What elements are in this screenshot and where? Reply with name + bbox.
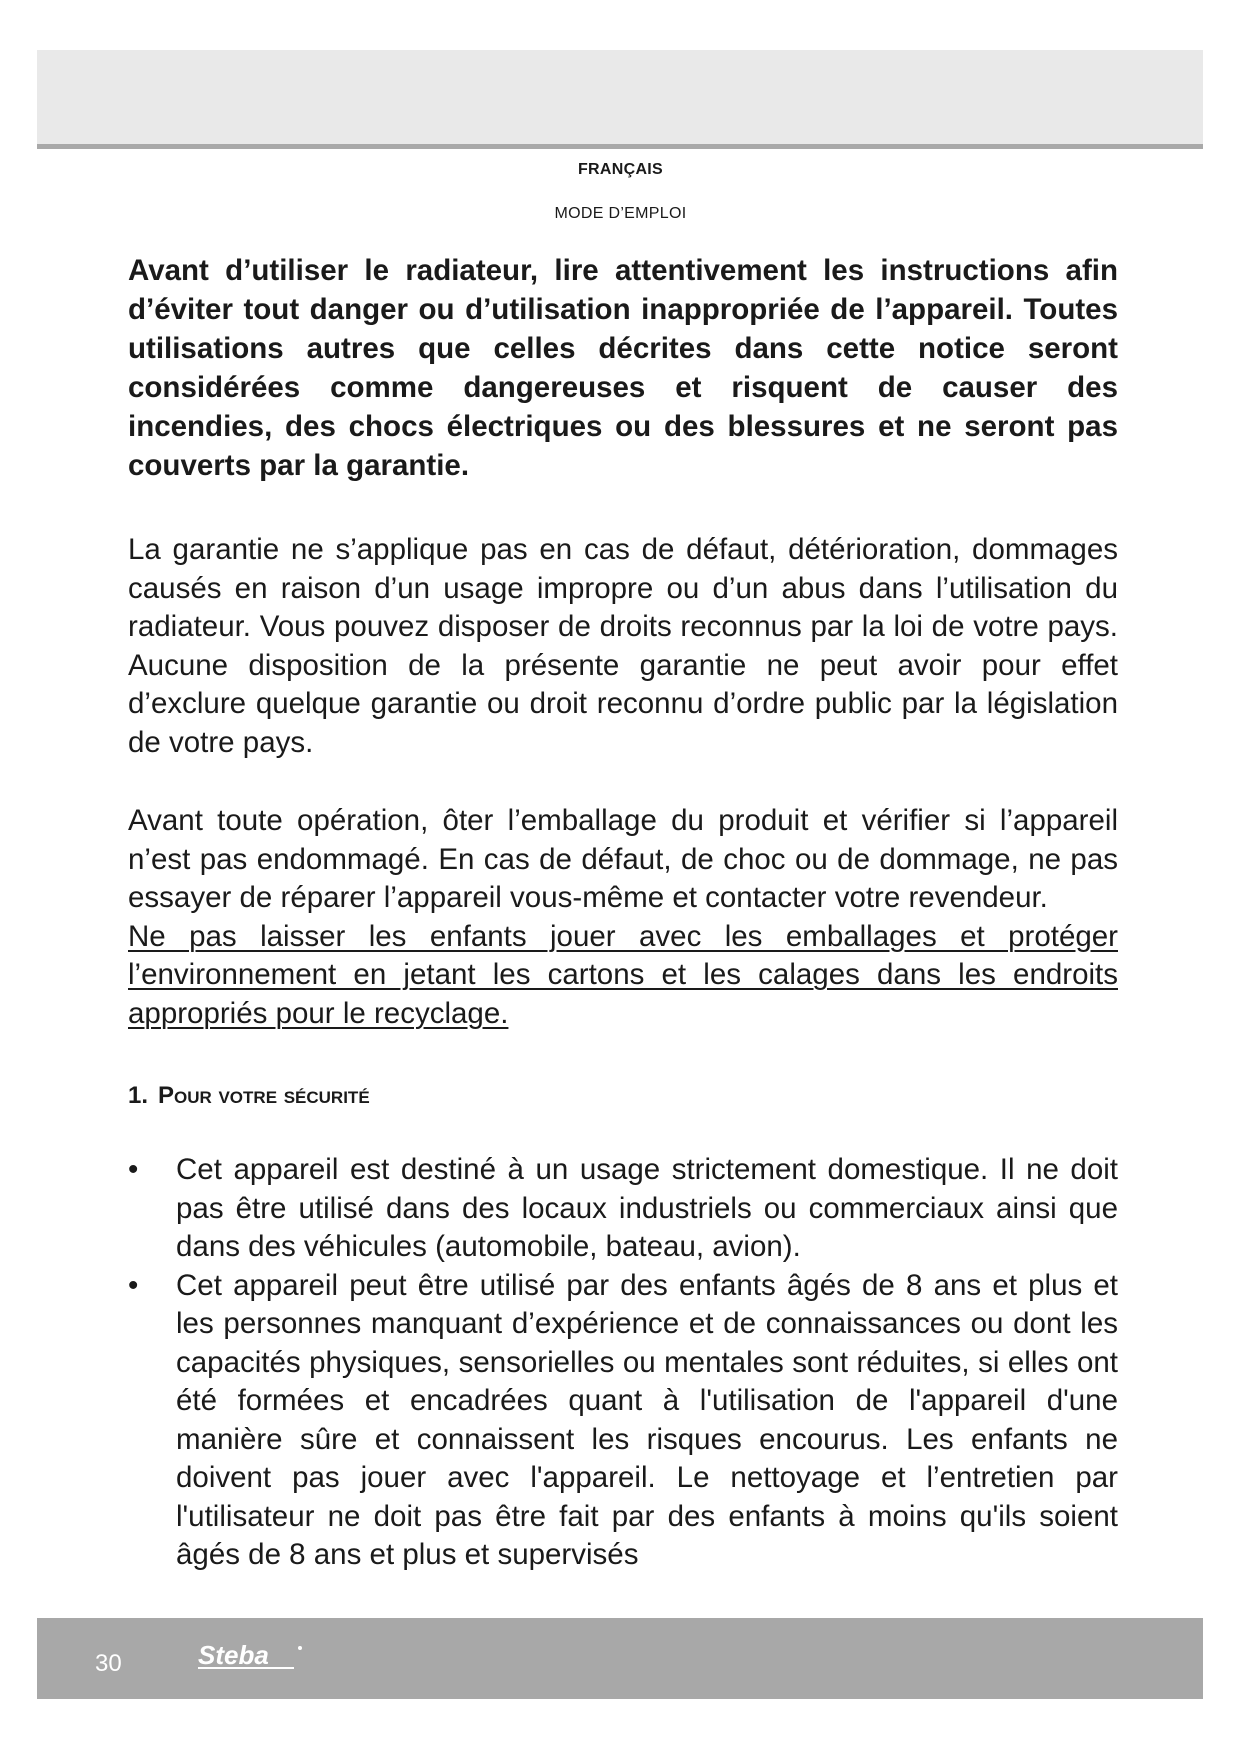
list-item <box>128 1151 1118 1267</box>
bullet-icon: • <box>128 1153 139 1186</box>
guarantee-paragraph: La garantie ne s’applique pas en cas de défaut, détérioration, dommages causés en raison d’un usage impropre ou d’un abus dans l’utilisation du radiateur. Vous pouvez disposer de droits reconnus par la loi de votre pays. Aucune disposition de la présente garantie ne peut avoir pour effet d’exclure quelque garantie ou droit reconnu d’ordre public par la législation de votre pays. <box>128 533 1118 759</box>
page-number: 30 <box>95 1650 122 1677</box>
header-band <box>37 50 1203 149</box>
section-number: 1. <box>128 1082 149 1109</box>
safety-warning: Avant d’utiliser le radiateur, lire attentivement les instructions afin d’éviter tout danger ou d’utilisation inappropriée de l’appareil. Toutes utilisations autres que celles décrites dans cette notice seront considérées comme dangereuses et risquent de causer des incendies, des chocs électriques ou des blessures et ne seront pas couverts par la garantie. <box>128 254 1118 482</box>
language-label: FRANÇAIS <box>577 161 664 178</box>
unpacking-paragraph: Avant toute opération, ôter l’emballage du produit et vérifier si l’appareil n’est pas endommagé. En cas de défaut, de choc ou de dommage, ne pas essayer de réparer l’appareil vous-même et contacter votre revendeur. <box>128 804 1118 914</box>
safety-list <box>128 1151 1118 1575</box>
section-title: Pour votre sécurité <box>158 1082 370 1109</box>
section-heading <box>128 1081 1118 1111</box>
recycling-paragraph: Ne pas laisser les enfants jouer avec les emballages et protéger l’environnement en jetant les cartons et les calages dans les endroits appropriés pour le recyclage. <box>128 919 1118 1030</box>
document-subtitle: MODE D’EMPLOI <box>554 205 687 222</box>
list-item-text: Cet appareil peut être utilisé par des enfants âgés de 8 ans et plus et les personnes manquant d’expérience et de connaissances ou dont les capacités physiques, sensorielles ou mentales sont réduites, si elles ont été formées et encadrées quant à l'utilisation de l'appareil d'une manière sûre et connaissent les risques encourus. Les enfants ne doivent pas jouer avec l'appareil. Le nettoyage et l’entretien par l'utilisateur ne doit pas être fait par des enfants à moins qu'ils soient âgés de 8 ans et plus et supervisés <box>176 1268 1118 1571</box>
list-item-text: Cet appareil est destiné à un usage strictement domestique. Il ne doit pas être utilisé dans des locaux industriels ou commerciaux ainsi que dans des véhicules (automobile, bateau, avion). <box>176 1153 1118 1263</box>
brand-logo-text: Steba <box>198 1640 269 1670</box>
list-item <box>128 1267 1118 1575</box>
steba-logo-icon <box>196 1638 320 1678</box>
page-content <box>128 251 1118 1575</box>
logo-dot <box>298 1646 302 1650</box>
bullet-icon: • <box>128 1268 139 1302</box>
